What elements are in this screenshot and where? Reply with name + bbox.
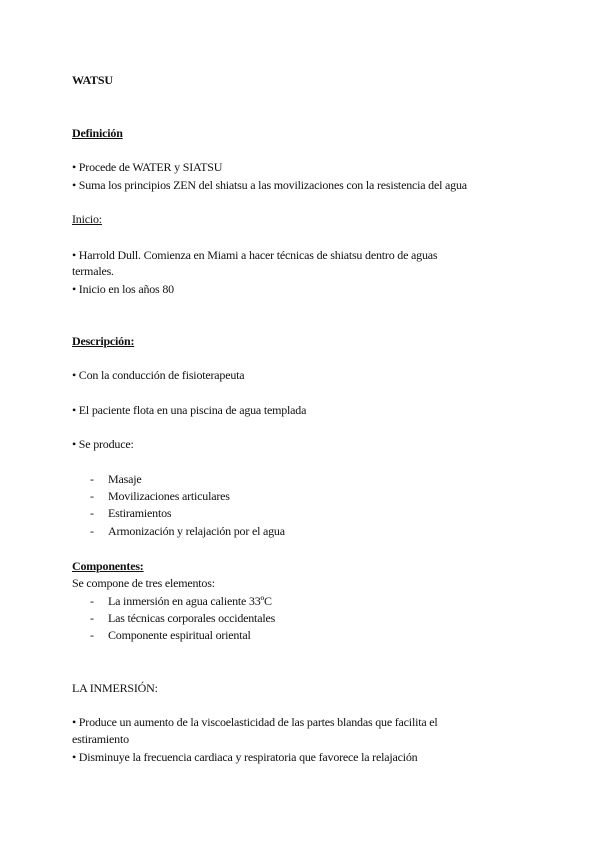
- descripcion-subitem: Estiramientos: [108, 506, 172, 520]
- list-dash: -: [90, 524, 94, 538]
- list-dash: -: [90, 611, 94, 625]
- definicion-heading: Definición: [72, 126, 123, 140]
- descripcion-bullet: • Se produce:: [72, 437, 134, 451]
- list-dash: -: [90, 489, 94, 503]
- descripcion-subitem: Movilizaciones articulares: [108, 489, 230, 503]
- document-title: WATSU: [72, 73, 113, 87]
- componentes-item: Las técnicas corporales occidentales: [108, 611, 276, 625]
- inmersion-bullet: • Disminuye la frecuencia cardiaca y respiratoria que favorece la relajación: [72, 750, 418, 764]
- inmersion-bullet-line: estiramiento: [72, 732, 129, 746]
- descripcion-subitem: Masaje: [108, 472, 142, 486]
- componentes-item: La inmersión en agua caliente 33ºC: [108, 594, 272, 608]
- componentes-heading: Componentes:: [72, 559, 144, 573]
- descripcion-bullet: • Con la conducción de fisioterapeuta: [72, 368, 245, 382]
- definicion-bullet: • Procede de WATER y SIATSU: [72, 160, 223, 174]
- inmersion-heading: LA INMERSIÓN:: [72, 681, 158, 695]
- descripcion-bullet: • El paciente flota en una piscina de agua templada: [72, 403, 307, 417]
- list-dash: -: [90, 506, 94, 520]
- list-dash: -: [90, 628, 94, 642]
- componentes-item: Componente espiritual oriental: [108, 628, 251, 642]
- inicio-bullet-line: termales.: [72, 264, 114, 278]
- list-dash: -: [90, 472, 94, 486]
- descripcion-subitem: Armonización y relajación por el agua: [108, 524, 285, 538]
- inicio-bullet-line: • Harrold Dull. Comienza en Miami a hacer técnicas de shiatsu dentro de aguas: [72, 248, 438, 262]
- inmersion-bullet-line: • Produce un aumento de la viscoelasticidad de las partes blandas que facilita el: [72, 715, 438, 729]
- descripcion-heading: Descripción:: [72, 334, 135, 348]
- inicio-heading: Inicio:: [72, 212, 102, 226]
- list-dash: -: [90, 594, 94, 608]
- componentes-intro: Se compone de tres elementos:: [72, 576, 215, 590]
- inicio-bullet: • Inicio en los años 80: [72, 282, 174, 296]
- definicion-bullet: • Suma los principios ZEN del shiatsu a las movilizaciones con la resistencia del agua: [72, 178, 467, 192]
